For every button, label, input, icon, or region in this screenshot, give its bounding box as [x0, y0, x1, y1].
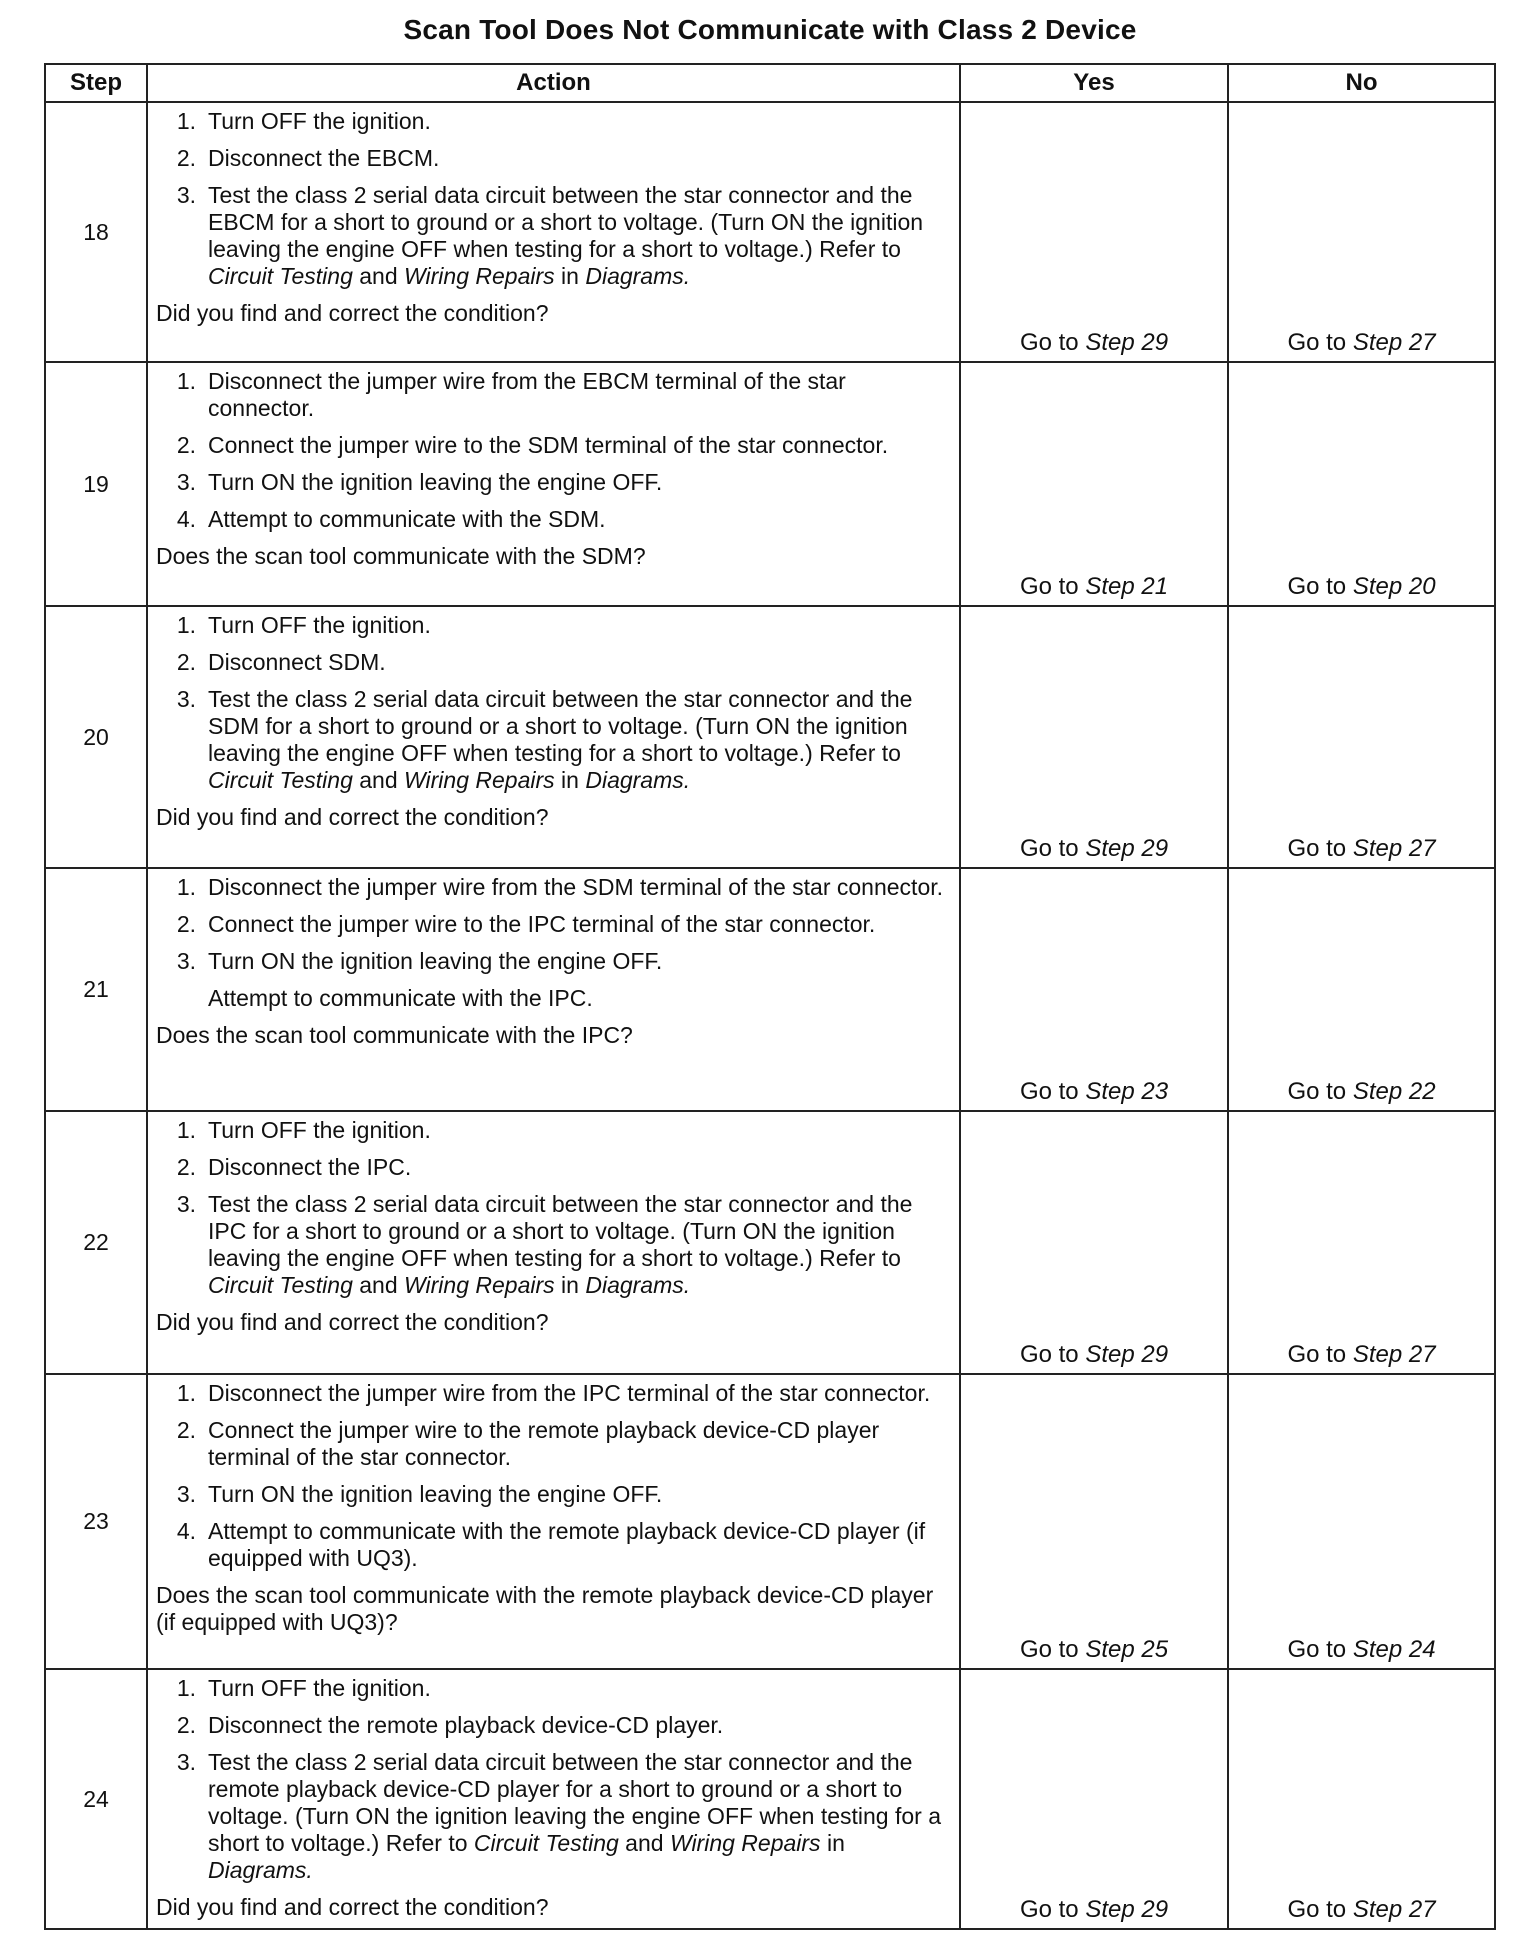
action-cell [147, 1669, 960, 1929]
item-text: Test the class 2 serial data circuit between the star connector and the SDM for a short to ground or a short to voltage. (Turn ON the ignition leaving the engine OFF when testing for a short to voltage.) Refer to Circuit Testing and Wiring Repairs in Diagrams. [208, 686, 913, 793]
goto-prefix: Go to [1287, 573, 1347, 600]
goto-prefix: Go to [1287, 1078, 1347, 1105]
table-row [45, 868, 1495, 1111]
procedure-table [44, 63, 1496, 1930]
item-text: Test the class 2 serial data circuit between the star connector and the EBCM for a short to ground or a short to voltage. (Turn ON the ignition leaving the engine OFF when testing for a short to voltage.) Refer to Circuit Testing and Wiring Repairs in Diagrams. [208, 182, 924, 289]
table-row [45, 102, 1495, 362]
goto-prefix: Go to [1019, 835, 1079, 862]
no-goto-link[interactable]: Step 24 [1352, 1636, 1436, 1663]
no-goto-link[interactable]: Step 27 [1352, 1896, 1436, 1923]
item-text: Attempt to communicate with the SDM. [208, 506, 606, 532]
item-number: 4. [176, 1518, 196, 1544]
item-number: 1. [176, 108, 196, 134]
action-cell [147, 868, 960, 1111]
no-cell [1228, 606, 1495, 868]
table-row [45, 362, 1495, 606]
yes-goto-link[interactable]: Step 29 [1085, 1896, 1169, 1923]
action-item [156, 368, 945, 422]
item-number: 3. [176, 469, 196, 495]
step-number: 18 [45, 102, 147, 362]
item-number: 2. [176, 145, 196, 171]
goto-prefix: Go to [1019, 1341, 1079, 1368]
item-number: 3. [176, 948, 196, 974]
item-text: Disconnect the EBCM. [208, 145, 440, 171]
item-text: Attempt to communicate with the IPC. [208, 985, 593, 1011]
action-item [156, 469, 945, 496]
item-number: 2. [176, 1154, 196, 1180]
goto-prefix: Go to [1019, 1636, 1079, 1663]
yes-goto-link[interactable]: Step 23 [1085, 1078, 1169, 1105]
action-item [156, 874, 945, 901]
item-text: Disconnect the IPC. [208, 1154, 412, 1180]
action-item [156, 1191, 945, 1299]
table-row [45, 1374, 1495, 1669]
action-cell [147, 606, 960, 868]
goto-prefix: Go to [1287, 1896, 1347, 1923]
step-number: 24 [45, 1669, 147, 1929]
no-goto-link[interactable]: Step 22 [1352, 1078, 1436, 1105]
no-cell [1228, 1669, 1495, 1929]
action-cell [147, 1111, 960, 1374]
action-item [156, 432, 945, 459]
step-number: 21 [45, 868, 147, 1111]
action-item [156, 1417, 945, 1471]
item-number [156, 985, 208, 1012]
action-cell [147, 1374, 960, 1669]
item-text: Disconnect the remote playback device-CD player. [208, 1712, 724, 1738]
no-cell [1228, 1374, 1495, 1669]
goto-prefix: Go to [1019, 1896, 1079, 1923]
yes-goto-link[interactable]: Step 21 [1085, 573, 1169, 600]
no-goto-link[interactable]: Step 20 [1352, 573, 1436, 600]
action-item [156, 145, 945, 172]
action-item [156, 1749, 945, 1884]
item-text: Connect the jumper wire to the IPC terminal of the star connector. [208, 911, 876, 937]
action-item [156, 1675, 945, 1702]
item-text: Disconnect the jumper wire from the EBCM terminal of the star connector. [208, 368, 846, 421]
header-row [45, 64, 1495, 102]
header-action: Action [147, 64, 960, 102]
item-number: 3. [176, 1191, 196, 1217]
yes-cell [960, 1374, 1228, 1669]
item-number: 3. [176, 686, 196, 712]
action-item [156, 948, 945, 975]
goto-prefix: Go to [1287, 835, 1347, 862]
item-number: 2. [176, 911, 196, 937]
item-number: 2. [176, 432, 196, 458]
item-number: 1. [176, 612, 196, 638]
step-number: 23 [45, 1374, 147, 1669]
header-no: No [1228, 64, 1495, 102]
item-number: 1. [176, 1675, 196, 1701]
yes-cell [960, 362, 1228, 606]
item-text: Turn ON the ignition leaving the engine OFF. [208, 469, 663, 495]
goto-prefix: Go to [1287, 1636, 1347, 1663]
question-text: Does the scan tool communicate with the SDM? [156, 543, 646, 569]
item-text: Disconnect the jumper wire from the IPC terminal of the star connector. [208, 1380, 931, 1406]
action-item [156, 1481, 945, 1508]
action-cell [147, 102, 960, 362]
action-cell [147, 362, 960, 606]
action-item [156, 1518, 945, 1572]
table-row [45, 1669, 1495, 1929]
step-number: 19 [45, 362, 147, 606]
item-text: Disconnect the jumper wire from the SDM terminal of the star connector. [208, 874, 944, 900]
page-title: Scan Tool Does Not Communicate with Class 2 Device [403, 14, 1137, 45]
action-item [156, 1712, 945, 1739]
item-number: 2. [176, 1417, 196, 1443]
item-text: Turn OFF the ignition. [208, 1117, 431, 1143]
action-item [156, 506, 945, 533]
action-item [156, 108, 945, 135]
action-item [156, 911, 945, 938]
item-text: Disconnect SDM. [208, 649, 386, 675]
header-yes: Yes [960, 64, 1228, 102]
item-text: Test the class 2 serial data circuit between the star connector and the remote playback device-CD player for a short to ground or a short to voltage. (Turn ON the ignition leaving the engine OFF when testing for a short to voltage.) Refer to Circuit Testing and Wiring Repairs in Diagrams. [208, 1749, 941, 1883]
goto-prefix: Go to [1287, 1341, 1347, 1368]
action-item [156, 1117, 945, 1144]
goto-prefix: Go to [1019, 573, 1079, 600]
item-number: 1. [176, 874, 196, 900]
no-goto-link[interactable]: Step 27 [1352, 1341, 1436, 1368]
goto-prefix: Go to [1019, 329, 1079, 356]
item-text: Test the class 2 serial data circuit between the star connector and the IPC for a short to ground or a short to voltage. (Turn ON the ignition leaving the engine OFF when testing for a short to voltage.) Refer to Circuit Testing and Wiring Repairs in Diagrams. [208, 1191, 913, 1298]
item-number: 3. [176, 182, 196, 208]
yes-cell [960, 868, 1228, 1111]
yes-goto-link[interactable]: Step 29 [1085, 835, 1169, 862]
yes-cell [960, 606, 1228, 868]
action-item [156, 686, 945, 794]
item-text: Attempt to communicate with the remote playback device-CD player (if equipped with UQ3). [208, 1518, 926, 1571]
yes-goto-link[interactable]: Step 29 [1085, 1341, 1169, 1368]
item-text: Turn OFF the ignition. [208, 612, 431, 638]
action-item [156, 612, 945, 639]
goto-prefix: Go to [1287, 329, 1347, 356]
item-number: 1. [176, 1380, 196, 1406]
item-text: Turn ON the ignition leaving the engine OFF. [208, 1481, 663, 1507]
step-number: 22 [45, 1111, 147, 1374]
item-number: 1. [176, 1117, 196, 1143]
table-row [45, 606, 1495, 868]
item-text: Turn ON the ignition leaving the engine OFF. [208, 948, 663, 974]
no-cell [1228, 102, 1495, 362]
item-number: 4. [176, 506, 196, 532]
no-cell [1228, 868, 1495, 1111]
item-text: Turn OFF the ignition. [208, 108, 431, 134]
action-item [156, 649, 945, 676]
yes-cell [960, 1111, 1228, 1374]
question-text: Does the scan tool communicate with the remote playback device-CD player (if equipped with UQ3)? [156, 1582, 934, 1635]
action-item [156, 182, 945, 290]
action-item [156, 1380, 945, 1407]
no-cell [1228, 1111, 1495, 1374]
step-number: 20 [45, 606, 147, 868]
item-number: 2. [176, 1712, 196, 1738]
item-text: Connect the jumper wire to the SDM terminal of the star connector. [208, 432, 889, 458]
question-text: Did you find and correct the condition? [156, 1894, 549, 1920]
header-step: Step [45, 64, 147, 102]
item-text: Turn OFF the ignition. [208, 1675, 431, 1701]
yes-goto-link[interactable]: Step 25 [1085, 1636, 1169, 1663]
yes-cell [960, 102, 1228, 362]
question-text: Did you find and correct the condition? [156, 300, 549, 326]
action-item [156, 1154, 945, 1181]
no-goto-link[interactable]: Step 27 [1352, 835, 1436, 862]
item-number: 2. [176, 649, 196, 675]
question-text: Did you find and correct the condition? [156, 804, 549, 830]
question-text: Does the scan tool communicate with the IPC? [156, 1022, 633, 1048]
goto-prefix: Go to [1019, 1078, 1079, 1105]
table-row [45, 1111, 1495, 1374]
yes-goto-link[interactable]: Step 29 [1085, 329, 1169, 356]
item-number: 1. [176, 368, 196, 394]
item-number: 3. [176, 1481, 196, 1507]
item-text: Connect the jumper wire to the remote playback device-CD player terminal of the star connector. [208, 1417, 880, 1470]
action-item [156, 985, 945, 1012]
question-text: Did you find and correct the condition? [156, 1309, 549, 1335]
no-goto-link[interactable]: Step 27 [1352, 329, 1436, 356]
no-cell [1228, 362, 1495, 606]
item-number: 3. [176, 1749, 196, 1775]
yes-cell [960, 1669, 1228, 1929]
